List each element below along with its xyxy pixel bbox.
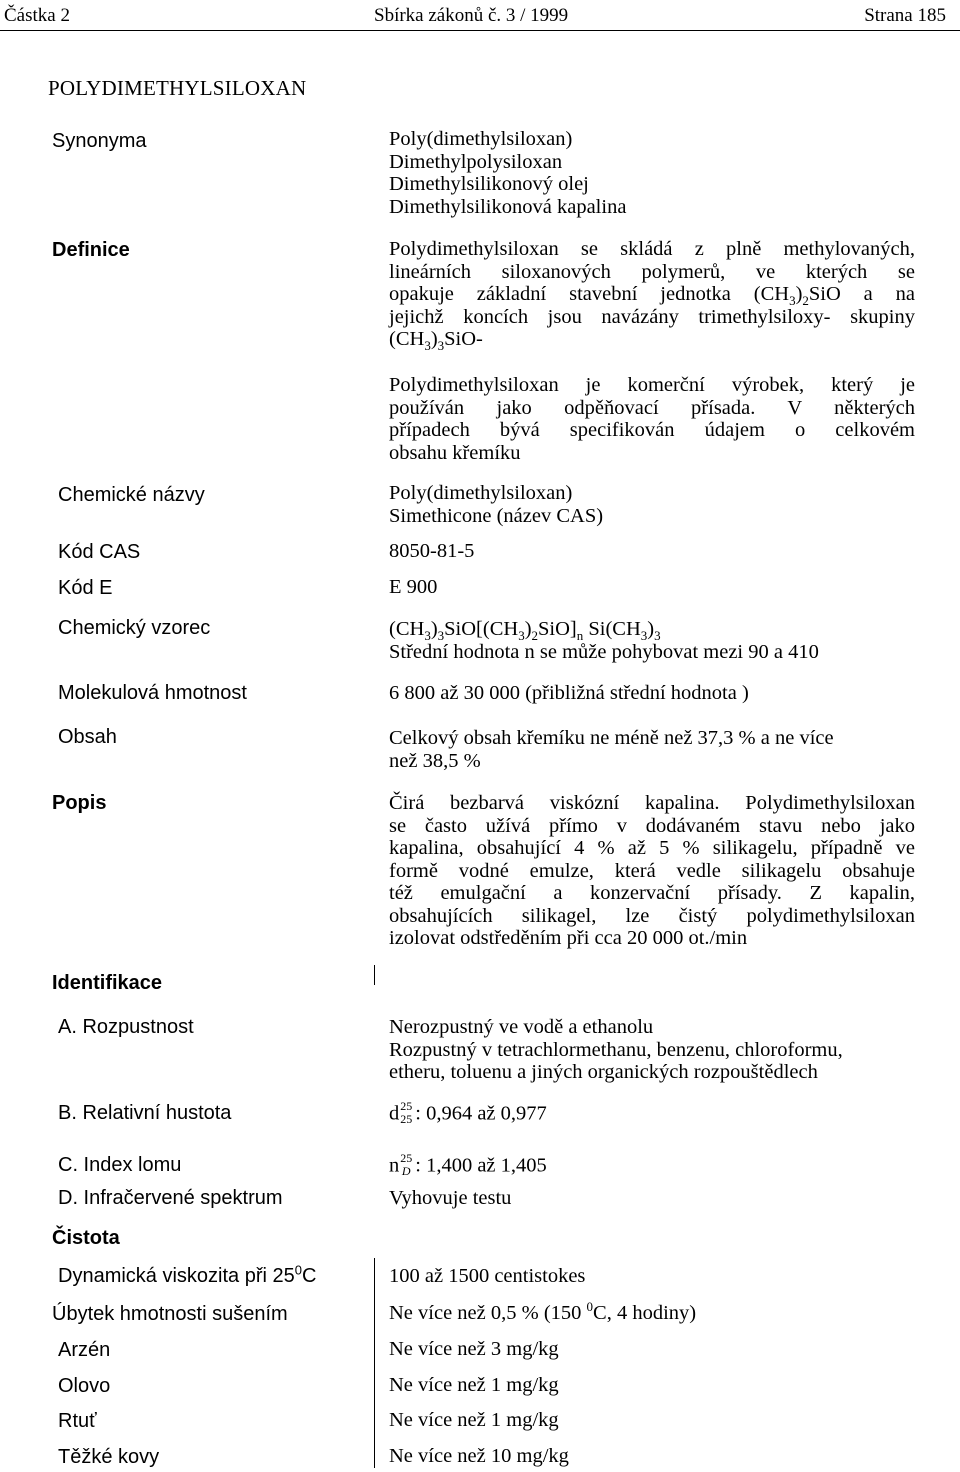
definice-p2-line-4: obsahu křemíku bbox=[389, 441, 521, 464]
kod-cas-value: 8050-81-5 bbox=[389, 540, 475, 562]
viskozita-value: 100 až 1500 centistokes bbox=[389, 1265, 586, 1287]
definice-line-2: lineárních siloxanových polymerů, ve kterých se bbox=[389, 260, 915, 283]
infracervene-spektrum-value: Vyhovuje testu bbox=[389, 1187, 512, 1209]
chemicky-nazev-2: Simethicone (název CAS) bbox=[389, 504, 604, 527]
ubytek-label: Úbytek hmotnosti sušením bbox=[52, 1303, 288, 1325]
popis-block bbox=[389, 792, 915, 950]
synonyma-label: Synonyma bbox=[52, 130, 147, 152]
identifikace-label: Identifikace bbox=[52, 972, 163, 994]
header-rule bbox=[0, 30, 960, 31]
chemicke-nazvy-list bbox=[389, 482, 915, 527]
obsah-block bbox=[389, 727, 915, 772]
cistota-label: Čistota bbox=[52, 1227, 120, 1249]
chemicky-vzorec-note: Střední hodnota n se může pohybovat mezi 90 a 410 bbox=[389, 640, 819, 663]
infracervene-spektrum-label: D. Infračervené spektrum bbox=[58, 1187, 283, 1209]
definice-paragraph-1 bbox=[389, 238, 915, 354]
header-center: Sbírka zákonů č. 3 / 1999 bbox=[374, 5, 569, 26]
page-title: POLYDIMETHYLSILOXAN bbox=[48, 76, 307, 100]
rtut-value: Ne více než 1 mg/kg bbox=[389, 1409, 559, 1431]
header-right: Strana 185 bbox=[864, 5, 946, 26]
definice-p2-line-1: Polydimethylsiloxan je komerční výrobek, který je bbox=[389, 374, 915, 396]
kod-e-value: E 900 bbox=[389, 576, 438, 598]
tezke-kovy-label: Těžké kovy bbox=[58, 1446, 160, 1468]
popis-line-7: izolovat odstředěním při cca 20 000 ot./min bbox=[389, 927, 748, 949]
definice-paragraph-2 bbox=[389, 374, 915, 464]
definice-line-4: jejichž koncích jsou navázány trimethylsiloxy- skupiny bbox=[389, 305, 915, 328]
olovo-value: Ne více než 1 mg/kg bbox=[389, 1374, 559, 1396]
popis-line-3: kapalina, obsahující 4 % až 5 % silikagelu, případně ve bbox=[389, 837, 915, 859]
obsah-line-1: Celkový obsah křemíku ne méně než 37,3 % a ne více bbox=[389, 727, 834, 749]
olovo-label: Olovo bbox=[58, 1375, 111, 1397]
chemicky-vzorec-label: Chemický vzorec bbox=[58, 617, 211, 639]
chemicky-nazev-1: Poly(dimethylsiloxan) bbox=[389, 482, 573, 504]
obsah-label: Obsah bbox=[58, 726, 117, 748]
relativni-hustota-label: B. Relativní hustota bbox=[58, 1102, 232, 1124]
kod-e-label: Kód E bbox=[58, 577, 113, 599]
rozpustnost-line-1: Nerozpustný ve vodě a ethanolu bbox=[389, 1016, 654, 1038]
definice-p2-line-3: případech bývá specifikován údajem o celkovém bbox=[389, 419, 915, 441]
popis-line-4: formě vodné emulze, která vedle silikagelu obsahuje bbox=[389, 859, 915, 882]
synonyma-list bbox=[389, 128, 915, 218]
rtut-label: Rtuť bbox=[58, 1410, 97, 1432]
popis-line-5: též emulgační a konzervační přísady. Z kapalin, bbox=[389, 882, 915, 904]
tezke-kovy-value: Ne více než 10 mg/kg bbox=[389, 1445, 569, 1467]
popis-line-6: obsahujících silikagel, lze čistý polydimethylsiloxan bbox=[389, 904, 915, 927]
popis-line-1: Čirá bezbarvá viskózní kapalina. Polydimethylsiloxan bbox=[389, 792, 915, 814]
synonym-4: Dimethylsilikonová kapalina bbox=[389, 195, 627, 218]
molekulova-hmotnost-label: Molekulová hmotnost bbox=[58, 682, 247, 704]
relativni-hustota-value: d 25 25 : 0,964 až 0,977 bbox=[389, 1099, 547, 1126]
popis-line-2: se často užívá přímo v dodávaném stavu nebo jako bbox=[389, 814, 915, 837]
rozpustnost-line-2: Rozpustný v tetrachlormethanu, benzenu, chloroformu, bbox=[389, 1038, 843, 1061]
index-lomu-value: n 25 D : 1,400 až 1,405 bbox=[389, 1151, 547, 1178]
chemicky-vzorec-formula: $(CH_3)_3SiO[(CH_3)_2SiO]_n$ $Si(CH_3)_3$ bbox=[389, 618, 661, 644]
column-divider-lower bbox=[374, 1258, 375, 1468]
arzen-value: Ne více než 3 mg/kg bbox=[389, 1338, 559, 1360]
popis-label: Popis bbox=[52, 792, 107, 814]
rozpustnost-label: A. Rozpustnost bbox=[58, 1016, 194, 1038]
arzen-label: Arzén bbox=[58, 1339, 111, 1361]
column-divider bbox=[374, 965, 375, 985]
ubytek-value: Ne více než 0,5 % (150 $^0$C, 4 hodiny) bbox=[389, 1299, 697, 1324]
viskozita-label: Dynamická viskozita při $25^0C$ bbox=[58, 1262, 317, 1287]
rozpustnost-line-3: etheru, toluenu a jiných organických rozpouštědlech bbox=[389, 1061, 818, 1083]
definice-line-3: opakuje základní stavební jednotka $(CH_3)_2SiO$ a na bbox=[389, 283, 915, 309]
definice-line-1: Polydimethylsiloxan se skládá z plně methylovaných, bbox=[389, 238, 915, 260]
definice-label: Definice bbox=[52, 239, 130, 261]
chemicke-nazvy-label: Chemické názvy bbox=[58, 484, 205, 506]
obsah-line-2: než 38,5 % bbox=[389, 749, 481, 772]
definice-line-5: $(CH_3)_3SiO-$ bbox=[389, 328, 483, 354]
kod-cas-label: Kód CAS bbox=[58, 541, 141, 563]
index-lomu-label: C. Index lomu bbox=[58, 1154, 182, 1176]
synonym-3: Dimethylsilikonový olej bbox=[389, 173, 589, 195]
molekulova-hmotnost-value: 6 800 až 30 000 (přibližná střední hodnota ) bbox=[389, 682, 749, 704]
header-left: Částka 2 bbox=[4, 5, 70, 26]
synonym-1: Poly(dimethylsiloxan) bbox=[389, 128, 573, 150]
rozpustnost-block bbox=[389, 1016, 915, 1084]
chemicky-vzorec-block bbox=[389, 618, 915, 663]
synonym-2: Dimethylpolysiloxan bbox=[389, 150, 563, 173]
definice-p2-line-2: používán jako odpěňovací přísada. V některých bbox=[389, 396, 915, 419]
